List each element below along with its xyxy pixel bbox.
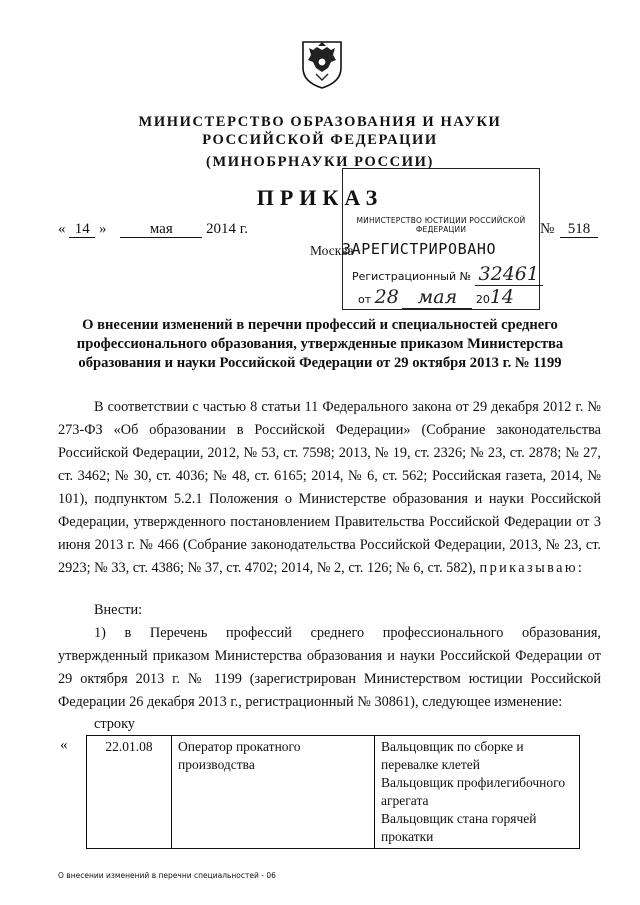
preamble-command: приказываю: [479,560,585,576]
date-year: 2014 г. [206,221,248,237]
date-day: 14 [69,222,95,238]
stamp-reg-label: Регистрационный № [352,270,472,283]
profession-code-cell: 22.01.08 [87,736,172,849]
order-title: ПРИКАЗ [256,185,384,210]
stamp-day: 28 [374,286,399,308]
order-subject: О внесении изменений в перечни профессий и специальностей среднего профессионального образования, утвержденные приказом Министерства образования и науки Российской Федерации от 29 октября 2013 г. № 1199 [76,317,564,371]
date-close-quote: » [99,221,107,237]
preamble-paragraph [58,396,601,580]
table-open-quote: « [60,737,68,753]
order-number [560,221,598,238]
stamp-date-prefix: от [358,293,372,306]
qualification-item: Вальцовщик по сборке и перевалке клетей [381,739,524,772]
row-label: строку [94,716,135,732]
professions-table-row [86,735,580,849]
stamp-registered: ЗАРЕГИСТРИРОВАНО [342,240,497,258]
table-row [87,736,580,849]
order-date [58,221,248,238]
item-1-paragraph: 1) в Перечень профессий среднего профессионального образования, утвержденный приказом Министерства образования и науки Российской Федерации от 29 октября 2013 г. № 1199 (зарегистрирован Министерством юстиции Российской Федерации 26 декабря 2013 г., регистрационный № 30861), следующее изменение: [58,625,601,710]
preamble-text: В соответствии с частью 8 статьи 11 Федерального закона от 29 декабря 2012 г. № 273-ФЗ «Об образовании в Российской Федерации» (Собрание законодательства Российской Федерации, 2012, № 53, ст. 7598; 2013, № 19, ст. 2326; № 23, ст. 2878; № 27, ст. 3462; № 30, ст. 4036; № 48, ст. 6165; 2014, № 6, ст. 562; Российская газета, 2014, № 101), подпунктом 5.2.1 Положения о Министерстве образования и науки Российской Федерации, утвержденного постановлением Правительства Российской Федерации от 3 июня 2013 г. № 466 (Собрание законодательства Российской Федерации, 2013, № 23, ст. 2923; № 33, ст. 4386; № 37, ст. 4702; 2014, № 2, ст. 126; № 6, ст. 582), [58,399,601,576]
ministry-name-line2: РОССИЙСКОЙ ФЕДЕРАЦИИ [202,132,438,148]
qualification-item: Вальцовщик стана горячей прокатки [381,811,537,844]
coat-of-arms-icon [299,38,345,90]
date-month: мая [120,222,202,238]
ministry-short-name: (МИНОБРНАУКИ РОССИИ) [206,154,434,170]
page-footer: О внесении изменений в перечни специальностей - 06 [58,871,276,880]
ministry-name-line1: МИНИСТЕРСТВО ОБРАЗОВАНИЯ И НАУКИ [138,114,502,130]
stamp-year-prefix: 20 [475,293,490,306]
qualification-item: Вальцовщик профилегибочного агрегата [381,775,566,808]
stamp-reg-number-line [352,263,543,285]
stamp-year: 14 [489,286,515,308]
stamp-date-line [358,286,514,309]
stamp-header: МИНИСТЕРСТВО ЮСТИЦИИ РОССИЙСКОЙ ФЕДЕРАЦИИ [356,216,526,234]
order-number-label: № [540,221,555,237]
stamp-reg-number: 32461 [475,263,543,286]
intro-paragraph: Внести: [94,602,143,618]
date-open-quote: « [58,221,66,237]
qualifications-cell [375,736,580,849]
order-city: Москва [310,243,354,258]
stamp-month: мая [402,286,472,309]
profession-name-cell: Оператор прокатного производства [172,736,375,849]
order-number-value: 518 [560,222,598,238]
